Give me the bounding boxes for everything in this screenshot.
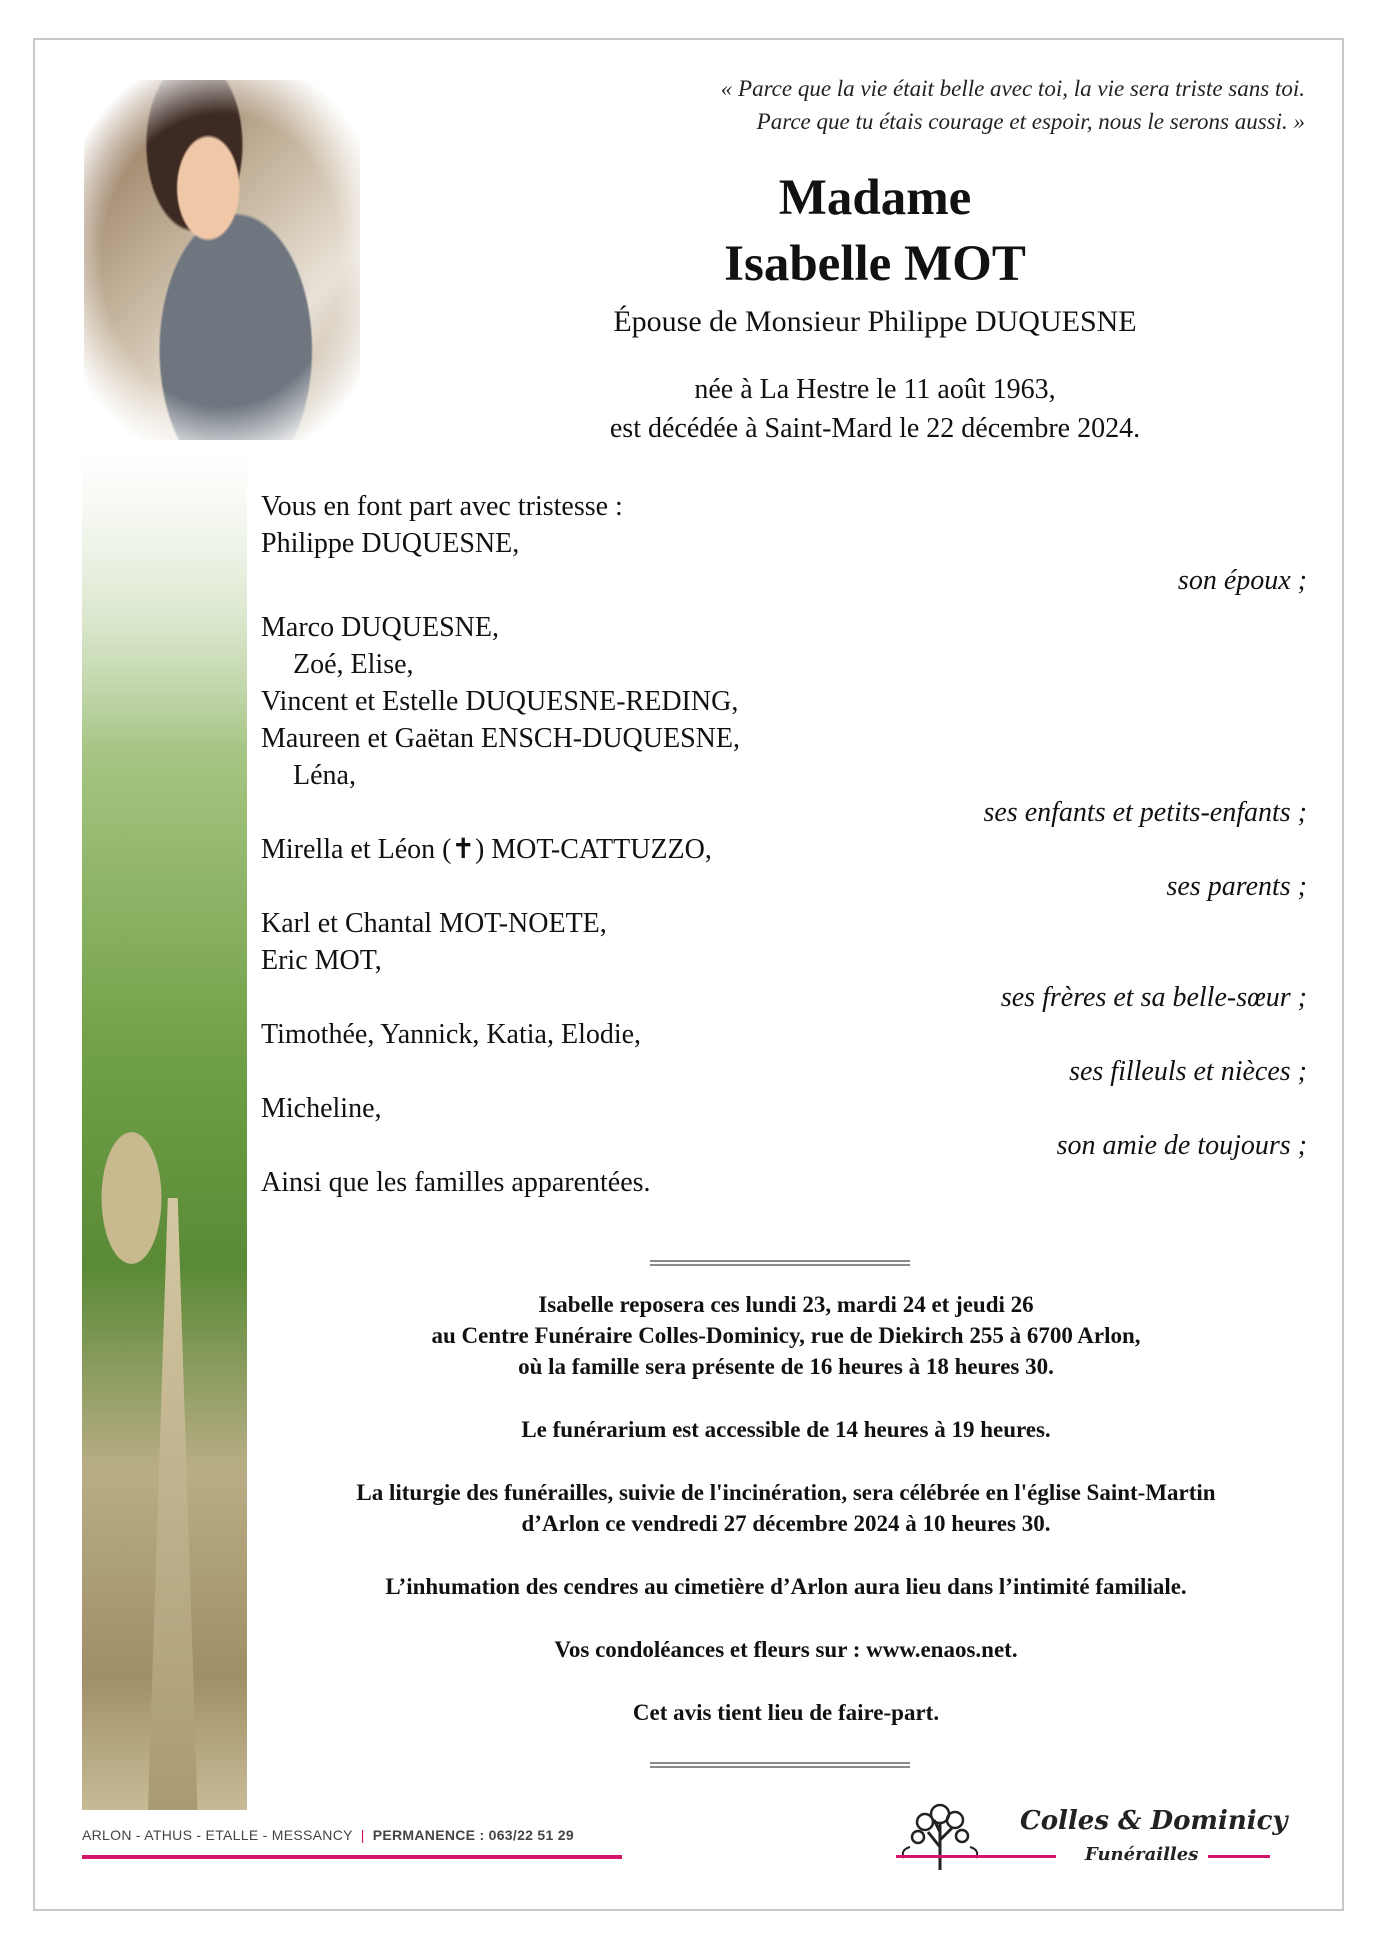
footer-locations: ARLON - ATHUS - ETALLE - MESSANCY <box>82 1827 353 1843</box>
ceremony-info <box>262 1289 1310 1760</box>
family-closing: Ainsi que les familles apparentées. <box>261 1167 651 1198</box>
family-name: Vincent et Estelle DUQUESNE-REDING, <box>261 686 739 717</box>
honorific: Madame <box>778 170 972 226</box>
family-name: Zoé, Elise, <box>293 649 414 680</box>
family-list <box>261 488 1307 1201</box>
death-line: est décédée à Saint-Mard le 22 décembre 2024. <box>609 413 1141 444</box>
tree-icon <box>890 1792 990 1872</box>
logo-accent-line <box>896 1855 1056 1858</box>
birth-line: née à La Hestre le 11 août 1963, <box>694 374 1056 405</box>
footer-separator: | <box>360 1827 365 1843</box>
relation-label: ses parents ; <box>1166 871 1307 902</box>
footer-accent-line <box>82 1855 622 1859</box>
visitation-line: Isabelle reposera ces lundi 23, mardi 24 et jeudi 26 <box>538 1292 1034 1317</box>
family-name: Philippe DUQUESNE, <box>261 528 520 559</box>
logo-accent-line <box>1208 1855 1270 1858</box>
visitation-line: où la famille sera présente de 16 heures à 18 heures 30. <box>518 1354 1054 1379</box>
family-name: Eric MOT, <box>261 945 382 976</box>
deceased-name: Isabelle MOT <box>724 236 1026 292</box>
relation-label: ses filleuls et nièces ; <box>1069 1056 1307 1087</box>
notice-info: Cet avis tient lieu de faire-part. <box>632 1700 940 1725</box>
logo-name: Colles & Dominicy <box>1020 1806 1288 1836</box>
quote-line: « Parce que la vie était belle avec toi, la vie sera triste sans toi. <box>720 76 1305 101</box>
epigraph-quote <box>721 72 1305 138</box>
quote-line: Parce que tu étais courage et espoir, nous le serons aussi. » <box>756 109 1305 134</box>
forest-path-image <box>82 450 247 1810</box>
liturgy-line: La liturgie des funérailles, suivie de l'incinération, sera célébrée en l'église Saint-Martin <box>356 1480 1216 1505</box>
family-name: Micheline, <box>261 1093 382 1124</box>
divider-bottom <box>650 1762 910 1768</box>
footer-permanence: PERMANENCE : 063/22 51 29 <box>372 1827 574 1843</box>
visitation-info <box>262 1289 1310 1382</box>
logo-subtitle: Funérailles <box>1085 1844 1199 1865</box>
footer-contact <box>82 1827 574 1843</box>
visitation-line: au Centre Funéraire Colles-Dominicy, rue de Diekirch 255 à 6700 Arlon, <box>431 1323 1141 1348</box>
family-name: Karl et Chantal MOT-NOETE, <box>261 908 607 939</box>
relation-label: son amie de toujours ; <box>1056 1130 1307 1161</box>
access-hours: Le funérarium est accessible de 14 heures à 19 heures. <box>521 1417 1051 1442</box>
family-name: Mirella et Léon (✝) MOT-CATTUZZO, <box>261 834 712 865</box>
spouse-line: Épouse de Monsieur Philippe DUQUESNE <box>613 305 1137 338</box>
family-name: Léna, <box>293 760 356 791</box>
life-dates <box>515 370 1235 448</box>
family-name: Maureen et Gaëtan ENSCH-DUQUESNE, <box>261 723 740 754</box>
liturgy-line: d’Arlon ce vendredi 27 décembre 2024 à 10 heures 30. <box>521 1511 1051 1536</box>
family-intro: Vous en font part avec tristesse : <box>261 491 623 522</box>
family-name: Marco DUQUESNE, <box>261 612 499 643</box>
condolences-info: Vos condoléances et fleurs sur : www.enaos.net. <box>554 1637 1018 1662</box>
burial-info: L’inhumation des cendres au cimetière d’Arlon aura lieu dans l’intimité familiale. <box>385 1574 1187 1599</box>
liturgy-info <box>262 1477 1310 1539</box>
divider-top <box>650 1260 910 1266</box>
relation-label: ses enfants et petits-enfants ; <box>983 797 1307 828</box>
relation-label: son époux ; <box>1177 565 1307 596</box>
portrait-photo <box>84 80 360 440</box>
family-name: Timothée, Yannick, Katia, Elodie, <box>261 1019 642 1050</box>
company-logo <box>890 1792 1290 1872</box>
relation-label: ses frères et sa belle-sœur ; <box>1000 982 1307 1013</box>
